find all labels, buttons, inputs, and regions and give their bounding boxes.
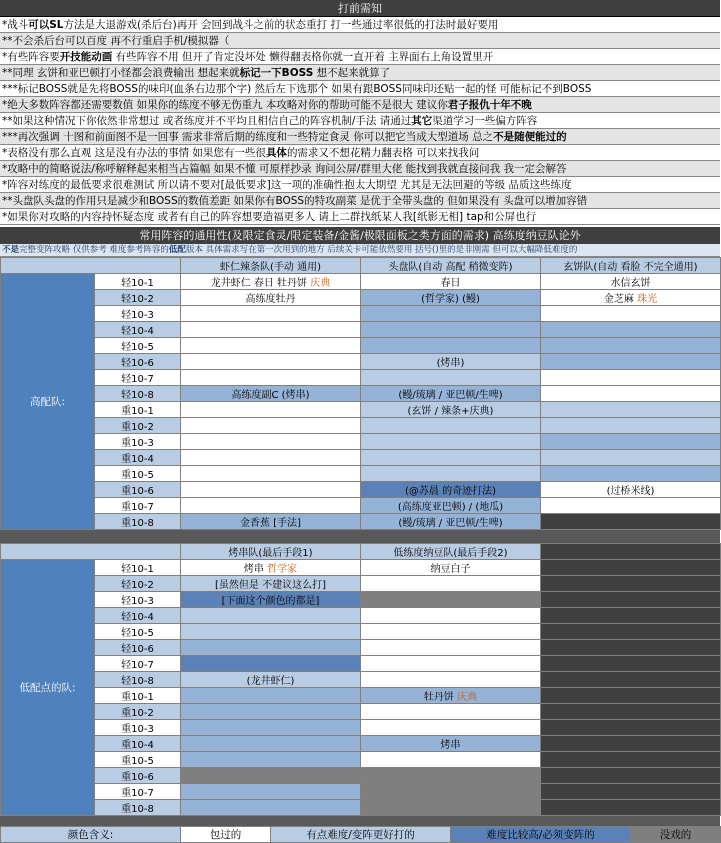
note-seg: ***再次强调 十图和前面图不是一回事 需求非常后期的练度和一些特定食灵 你可以把它当成大型道场 总之 xyxy=(2,131,494,143)
table-row xyxy=(1,274,721,290)
note-line xyxy=(0,113,720,129)
column-header: 烤串队(最后手段1) xyxy=(181,544,361,560)
strategy-cell xyxy=(541,434,721,450)
strategy-cell xyxy=(541,466,721,482)
note-seg: *绝大多数阵容都还需要数值 如果你的练度不够无伤重九 本攻略对你的帮助可能不是很大 建议你 xyxy=(2,99,448,111)
strategy-cell xyxy=(181,576,361,592)
level-cell: 重10-2 xyxy=(95,704,181,720)
divider-band-2 xyxy=(0,816,720,826)
table-row xyxy=(1,560,721,576)
note-seg: 的需求又不想花精力翻表格 可以来找我问 xyxy=(286,147,480,159)
strategy-cell xyxy=(361,338,541,354)
strategy-cell xyxy=(541,482,721,498)
section-subtitle xyxy=(0,244,720,257)
note-seg: 开技能动画 xyxy=(59,51,113,63)
strategy-cell xyxy=(181,290,361,306)
low-table xyxy=(0,543,721,816)
level-cell: 轻10-2 xyxy=(95,290,181,306)
table-row xyxy=(1,608,721,624)
note-line xyxy=(0,129,720,145)
level-cell: 轻10-5 xyxy=(95,624,181,640)
table-row xyxy=(1,418,721,434)
level-cell: 轻10-4 xyxy=(95,322,181,338)
cell-text: [虽然但是 不建议这么打] xyxy=(215,580,326,591)
level-cell: 轻10-8 xyxy=(95,672,181,688)
level-cell: 轻10-6 xyxy=(95,640,181,656)
empty-cell xyxy=(541,592,721,608)
strategy-cell xyxy=(181,370,361,386)
strategy-cell xyxy=(361,784,541,800)
empty-cell xyxy=(541,784,721,800)
level-cell: 重10-4 xyxy=(95,450,181,466)
strategy-cell xyxy=(181,736,361,752)
column-header: 虾仁辣条队(手动 通用) xyxy=(181,258,361,274)
strategy-cell xyxy=(541,370,721,386)
cell-text: (烤串) xyxy=(436,358,465,369)
strategy-cell xyxy=(361,752,541,768)
strategy-cell xyxy=(361,672,541,688)
level-cell: 轻10-2 xyxy=(95,576,181,592)
corner-cell xyxy=(1,258,181,274)
strategy-cell xyxy=(361,274,541,290)
strategy-cell xyxy=(181,306,361,322)
empty-cell xyxy=(541,704,721,720)
strategy-cell xyxy=(361,290,541,306)
strategy-cell xyxy=(361,624,541,640)
note-line xyxy=(0,97,720,113)
strategy-cell xyxy=(361,736,541,752)
note-seg: *如果你对攻略的内容持怀疑态度 或者有自己的阵容想要造福更多人 请上二群找纸某人我[纸影无相] tap和公屏也行 xyxy=(2,211,537,223)
notes-list xyxy=(0,17,720,225)
strategy-cell xyxy=(181,656,361,672)
strategy-cell xyxy=(181,688,361,704)
section-header: 常用阵容的通用性(及限定食灵/限定装备/金酱/极限面板之类方面的需求) 高练度纳豆队论外 xyxy=(0,227,720,244)
level-cell: 重10-3 xyxy=(95,720,181,736)
strategy-cell xyxy=(361,800,541,816)
strategy-cell xyxy=(361,720,541,736)
note-line xyxy=(0,17,720,33)
note-line xyxy=(0,49,720,65)
level-cell: 重10-5 xyxy=(95,466,181,482)
note-seg: *阵容对练度的最低要求很难测试 所以请不要对[最低要求]这一项的准确性抱太大期望 尤其是无法回避的等级 品质这些练度 xyxy=(2,179,572,191)
strategy-cell xyxy=(361,704,541,720)
cell-text: (高练度亚巴顿) / (地瓜) xyxy=(397,502,504,513)
level-cell: 重10-7 xyxy=(95,498,181,514)
level-cell: 重10-3 xyxy=(95,434,181,450)
table-row xyxy=(1,624,721,640)
note-line xyxy=(0,145,720,161)
strategy-cell xyxy=(361,560,541,576)
level-cell: 轻10-5 xyxy=(95,338,181,354)
level-cell: 重10-7 xyxy=(95,784,181,800)
note-seg: *表格没有那么直观 这是没有办法的事情 如果您有一些很 xyxy=(2,147,266,159)
note-line xyxy=(0,209,720,225)
strategy-cell xyxy=(361,402,541,418)
note-seg: *攻略中的简略说法/称呼解释起来相当占篇幅 如果不懂 可原样抄录 询问公屏/群里大佬 能找到我就直接问我 我一定会解答 xyxy=(2,163,567,175)
strategy-cell xyxy=(361,656,541,672)
cell-accent: 庆典 xyxy=(310,278,331,289)
strategy-cell xyxy=(361,434,541,450)
table-row xyxy=(1,720,721,736)
strategy-cell xyxy=(181,608,361,624)
empty-cell xyxy=(541,752,721,768)
note-seg: ***标记BOSS就是先将BOSS的味印(血条右边那个字) 然后左下选那个 如果有跟BOSS同味印还贴一起的怪 可能标记不到BOSS xyxy=(2,83,592,95)
level-cell: 重10-6 xyxy=(95,768,181,784)
cell-text: 金香蕉 [手法] xyxy=(240,518,301,529)
note-seg: **同理 玄饼和亚巴顿打小怪都会浪费输出 想起来就 xyxy=(2,67,240,79)
note-line xyxy=(0,65,720,81)
strategy-cell xyxy=(181,560,361,576)
note-line xyxy=(0,81,720,97)
legend-mid: 难度比较高/必须变阵的 xyxy=(451,827,631,843)
empty-cell xyxy=(541,736,721,752)
table-row xyxy=(1,498,721,514)
table-row xyxy=(1,768,721,784)
legend-label: 颜色含义: xyxy=(1,827,181,843)
legend-white: 包过的 xyxy=(181,827,271,843)
strategy-cell xyxy=(181,800,361,816)
cell-accent: 珠光 xyxy=(637,294,658,305)
note-seg: 具体 xyxy=(265,147,287,159)
strategy-cell xyxy=(181,434,361,450)
table-row xyxy=(1,784,721,800)
level-cell: 轻10-8 xyxy=(95,386,181,402)
table-row xyxy=(1,402,721,418)
strategy-cell xyxy=(181,418,361,434)
column-header: 头盘队(自动 高配 稍微变阵) xyxy=(361,258,541,274)
level-cell: 重10-8 xyxy=(95,800,181,816)
level-cell: 重10-6 xyxy=(95,482,181,498)
empty-cell xyxy=(541,624,721,640)
strategy-cell xyxy=(541,306,721,322)
strategy-cell xyxy=(181,640,361,656)
note-seg: 想不起来就算了 xyxy=(313,67,391,79)
level-cell: 轻10-3 xyxy=(95,306,181,322)
empty-cell xyxy=(541,688,721,704)
strategy-cell xyxy=(181,274,361,290)
cell-accent: 哲学家 xyxy=(267,564,298,575)
table-row xyxy=(1,306,721,322)
strategy-cell xyxy=(361,768,541,784)
notes-header: 打前需知 xyxy=(0,0,720,17)
level-cell: 重10-5 xyxy=(95,752,181,768)
table-row xyxy=(1,800,721,816)
cell-text: 龙井虾仁 春日 牡丹饼 xyxy=(210,278,311,289)
strategy-cell xyxy=(181,720,361,736)
empty-cell xyxy=(541,560,721,576)
table-row xyxy=(1,672,721,688)
table-row xyxy=(1,592,721,608)
strategy-cell xyxy=(361,418,541,434)
strategy-cell xyxy=(181,498,361,514)
table-row xyxy=(1,466,721,482)
level-cell: 重10-2 xyxy=(95,418,181,434)
cell-text: 春日 xyxy=(440,278,461,289)
empty-cell xyxy=(541,800,721,816)
note-seg: 其它 xyxy=(411,115,433,127)
strategy-cell xyxy=(181,752,361,768)
table-row xyxy=(1,752,721,768)
cell-text: 高练度副C (烤串) xyxy=(231,390,310,401)
strategy-cell xyxy=(181,784,361,800)
cell-text: (过桥米线) xyxy=(606,486,655,497)
note-seg: 不是随便能过的 xyxy=(493,131,567,143)
strategy-cell xyxy=(361,306,541,322)
level-cell: 轻10-4 xyxy=(95,608,181,624)
note-seg: **如果这种情况下你依然非常想过 或者练度并不平均且相信自己的阵容机制/手法 请通过 xyxy=(2,115,412,127)
table-row xyxy=(1,576,721,592)
strategy-cell xyxy=(181,354,361,370)
strategy-cell xyxy=(541,290,721,306)
strategy-cell xyxy=(361,482,541,498)
table-row xyxy=(1,354,721,370)
strategy-cell xyxy=(361,450,541,466)
empty-cell xyxy=(541,576,721,592)
table-row xyxy=(1,322,721,338)
strategy-cell xyxy=(181,466,361,482)
strategy-cell xyxy=(181,338,361,354)
strategy-cell xyxy=(541,338,721,354)
strategy-cell xyxy=(541,402,721,418)
high-table xyxy=(0,257,721,530)
strategy-cell xyxy=(181,768,361,784)
strategy-cell xyxy=(541,450,721,466)
empty-cell xyxy=(541,672,721,688)
legend-light: 有点难度/变阵更好打的 xyxy=(271,827,451,843)
team-label: 高配队: xyxy=(1,274,95,530)
table-row xyxy=(1,736,721,752)
cell-text: (玄饼 / 辣条+庆典) xyxy=(407,406,494,417)
strategy-cell xyxy=(361,592,541,608)
empty-cell xyxy=(541,608,721,624)
note-seg: 渠道学习一些偏方阵容 xyxy=(432,115,538,127)
level-cell: 轻10-7 xyxy=(95,370,181,386)
strategy-cell xyxy=(361,608,541,624)
strategy-cell xyxy=(541,498,721,514)
level-cell: 轻10-6 xyxy=(95,354,181,370)
note-seg: 方法是大退游戏(杀后台)再开 会回到战斗之前的状态重打 打一些通过率很低的打法时最好要用 xyxy=(63,19,499,31)
level-cell: 轻10-1 xyxy=(95,560,181,576)
strategy-cell xyxy=(361,576,541,592)
level-cell: 轻10-7 xyxy=(95,656,181,672)
strategy-cell xyxy=(181,386,361,402)
corner-cell xyxy=(1,544,181,560)
cell-accent: 庆典 xyxy=(457,692,478,703)
table-row xyxy=(1,290,721,306)
level-cell: 重10-8 xyxy=(95,514,181,530)
cell-text: (鳗/琉璃 / 亚巴顿/生啤) xyxy=(398,390,503,401)
empty-cell xyxy=(541,768,721,784)
sub-text-2: 版本 具体需求写在第一次用到的地方 后续关卡可能依然要用 括号()里的是非刚需 但可以大幅降低难度的 xyxy=(185,245,578,255)
note-line xyxy=(0,33,720,49)
strategy-cell xyxy=(181,624,361,640)
strategy-cell xyxy=(541,322,721,338)
empty-cell xyxy=(541,720,721,736)
note-seg: 有些阵容不用 但开了肯定没坏处 懒得翻表格你就一直开着 主界面右上角设置里开 xyxy=(112,51,494,63)
strategy-cell xyxy=(181,592,361,608)
cell-text: 水信玄饼 xyxy=(610,278,651,289)
strategy-cell xyxy=(361,514,541,530)
cell-text: (鳗/琉璃 / 亚巴顿/生啤) xyxy=(398,518,503,529)
level-cell: 重10-4 xyxy=(95,736,181,752)
strategy-cell xyxy=(181,704,361,720)
strategy-cell xyxy=(541,386,721,402)
table-row xyxy=(1,640,721,656)
note-seg: 君子报仇十年不晚 xyxy=(447,99,532,111)
strategy-cell xyxy=(361,498,541,514)
cell-text: 烤串 xyxy=(243,564,268,575)
divider-band xyxy=(0,530,720,543)
column-header: 玄饼队(自动 看脸 不完全通用) xyxy=(541,258,721,274)
table-row xyxy=(1,656,721,672)
legend-table xyxy=(0,826,721,843)
note-seg: 标记一下BOSS xyxy=(239,67,314,79)
strategy-cell xyxy=(541,418,721,434)
empty-cell xyxy=(541,640,721,656)
strategy-cell xyxy=(361,322,541,338)
strategy-cell xyxy=(181,402,361,418)
empty-cell xyxy=(541,656,721,672)
cell-text: (@苏晨 的奇迹打法) xyxy=(405,486,496,497)
legend-grey: 没戏的 xyxy=(631,827,721,843)
strategy-cell xyxy=(181,482,361,498)
cell-text: 纳豆白子 xyxy=(430,564,471,575)
cell-text: 烤串 xyxy=(440,740,461,751)
table-row xyxy=(1,370,721,386)
strategy-cell xyxy=(181,672,361,688)
table-row xyxy=(1,386,721,402)
note-seg: *有些阵容要 xyxy=(2,51,60,63)
level-cell: 重10-1 xyxy=(95,688,181,704)
empty-header xyxy=(541,544,721,560)
table-row xyxy=(1,514,721,530)
table-row xyxy=(1,482,721,498)
note-line xyxy=(0,161,720,177)
cell-text: [下面这个颜色的都是] xyxy=(221,596,320,607)
level-cell: 轻10-1 xyxy=(95,274,181,290)
note-seg: **不会杀后台可以百度 再不行重启手机/模拟器（ xyxy=(2,35,230,47)
strategy-cell xyxy=(181,322,361,338)
strategy-cell xyxy=(541,514,721,530)
table-row xyxy=(1,688,721,704)
strategy-cell xyxy=(361,386,541,402)
table-row xyxy=(1,704,721,720)
note-line xyxy=(0,177,720,193)
column-header: 低练度纳豆队(最后手段2) xyxy=(361,544,541,560)
strategy-cell xyxy=(361,354,541,370)
sub-bold-2: 低配 xyxy=(168,245,186,255)
sub-text: 完整变阵攻略 仅供参考 难度参考阵容的 xyxy=(19,245,169,255)
cell-text: 高练度牡丹 xyxy=(245,294,296,305)
note-seg: *战斗 xyxy=(2,19,29,31)
strategy-cell xyxy=(361,370,541,386)
table-row xyxy=(1,434,721,450)
table-row xyxy=(1,450,721,466)
level-cell: 重10-1 xyxy=(95,402,181,418)
strategy-cell xyxy=(361,640,541,656)
strategy-cell xyxy=(541,354,721,370)
sub-bold: 不是 xyxy=(2,245,20,255)
note-seg: 可以SL xyxy=(28,19,64,31)
cell-text: 金芝麻 xyxy=(603,294,638,305)
cell-text: (哲学家) (鳗) xyxy=(421,294,480,305)
strategy-cell xyxy=(541,274,721,290)
strategy-cell xyxy=(361,466,541,482)
level-cell: 轻10-3 xyxy=(95,592,181,608)
cell-text: (龙井虾仁) xyxy=(246,676,295,687)
team-label: 低配点的队: xyxy=(1,560,95,816)
strategy-cell xyxy=(361,688,541,704)
note-line xyxy=(0,193,720,209)
note-seg: **头盘队头盘的作用只是减少和BOSS的数值差距 如果你有BOSS的特攻副菜 是优于全带头盘的 但如果没有 头盘可以增加容错 xyxy=(2,195,588,207)
strategy-cell xyxy=(181,514,361,530)
cell-text: 牡丹饼 xyxy=(423,692,458,703)
table-row xyxy=(1,338,721,354)
strategy-cell xyxy=(181,450,361,466)
